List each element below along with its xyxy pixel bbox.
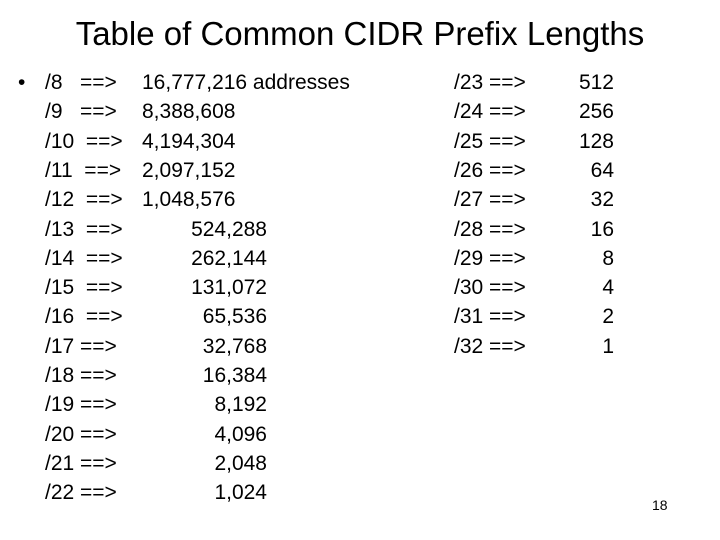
- address-count: 1,024: [214, 481, 267, 505]
- prefix-label: /27 ==>: [454, 188, 532, 212]
- prefix-row: [45, 244, 267, 273]
- address-count: 2,048: [214, 451, 267, 475]
- address-count: 32,768: [202, 334, 267, 358]
- prefix-label: /26 ==>: [454, 158, 532, 182]
- prefix-label: /25 ==>: [454, 129, 532, 153]
- prefix-label: /14 ==>: [45, 246, 129, 270]
- address-count: 16,384: [202, 364, 267, 387]
- address-count: 2,097,152: [142, 158, 236, 182]
- prefix-row: [45, 302, 267, 331]
- prefix-label: /30 ==>: [454, 276, 532, 300]
- prefix-label: /9 ==>: [45, 100, 123, 124]
- prefix-row: [45, 68, 350, 97]
- address-count: 16: [590, 217, 614, 241]
- prefix-label: /32 ==>: [454, 334, 532, 358]
- prefix-label: /24 ==>: [454, 100, 532, 124]
- prefix-row: [45, 478, 267, 507]
- prefix-row: [45, 215, 267, 244]
- prefix-row: [454, 156, 614, 185]
- address-count: 128: [578, 129, 614, 153]
- address-count: 524,288: [191, 217, 267, 241]
- prefix-row: [454, 215, 614, 244]
- prefix-label: /15 ==>: [45, 276, 129, 300]
- address-count: 32: [590, 188, 614, 212]
- prefix-label: /16 ==>: [45, 305, 129, 329]
- prefix-row: [454, 302, 614, 331]
- address-count: 1,048,576: [142, 188, 236, 212]
- prefix-row: [45, 420, 267, 449]
- address-count: 1: [602, 334, 614, 358]
- prefix-row: [454, 97, 614, 126]
- prefix-row: [45, 127, 267, 156]
- prefix-row: [45, 390, 267, 419]
- address-count: 4,194,304: [142, 129, 236, 153]
- prefix-row: [454, 244, 614, 273]
- address-count: 16,777,216 addresses: [142, 71, 350, 94]
- prefix-label: /28 ==>: [454, 217, 532, 241]
- address-count: 65,536: [202, 305, 267, 329]
- prefix-row: [45, 185, 267, 214]
- address-count: 8,192: [214, 393, 267, 417]
- bullet-glyph: •: [18, 71, 26, 94]
- address-count: 512: [578, 71, 614, 94]
- address-count: 2: [602, 305, 614, 329]
- prefix-row: [45, 332, 267, 361]
- prefix-row: [45, 449, 267, 478]
- prefix-row: [45, 97, 267, 126]
- address-count: 8,388,608: [142, 100, 236, 124]
- prefix-label: /17 ==>: [45, 334, 123, 358]
- prefix-label: /23 ==>: [454, 71, 532, 94]
- address-count: 4: [602, 276, 614, 300]
- prefix-row: [454, 273, 614, 302]
- prefix-label: /13 ==>: [45, 217, 129, 241]
- prefix-label: /22 ==>: [45, 481, 123, 505]
- prefix-label: /29 ==>: [454, 246, 532, 270]
- prefix-row: [454, 68, 614, 97]
- prefix-row: [45, 156, 267, 185]
- address-count: 8: [602, 246, 614, 270]
- prefix-label: /18 ==>: [45, 364, 123, 387]
- prefix-row: [454, 185, 614, 214]
- address-count: 64: [590, 158, 614, 182]
- address-count: 131,072: [191, 276, 267, 300]
- prefix-label: /12 ==>: [45, 188, 129, 212]
- slide-number: 18: [652, 497, 668, 513]
- prefix-row: [454, 127, 614, 156]
- address-count: 262,144: [191, 246, 267, 270]
- prefix-label: /8 ==>: [45, 71, 123, 94]
- slide-title: Table of Common CIDR Prefix Lengths: [75, 15, 645, 52]
- prefix-label: /10 ==>: [45, 129, 129, 153]
- prefix-label: /11 ==>: [45, 158, 127, 182]
- prefix-label: /19 ==>: [45, 393, 123, 417]
- prefix-label: /21 ==>: [45, 451, 123, 475]
- prefix-row: [45, 273, 267, 302]
- address-count: 4,096: [214, 422, 267, 446]
- prefix-label: /31 ==>: [454, 305, 532, 329]
- prefix-row: [454, 332, 614, 361]
- prefix-label: /20 ==>: [45, 422, 123, 446]
- prefix-row: [45, 361, 267, 390]
- address-count: 256: [578, 100, 614, 124]
